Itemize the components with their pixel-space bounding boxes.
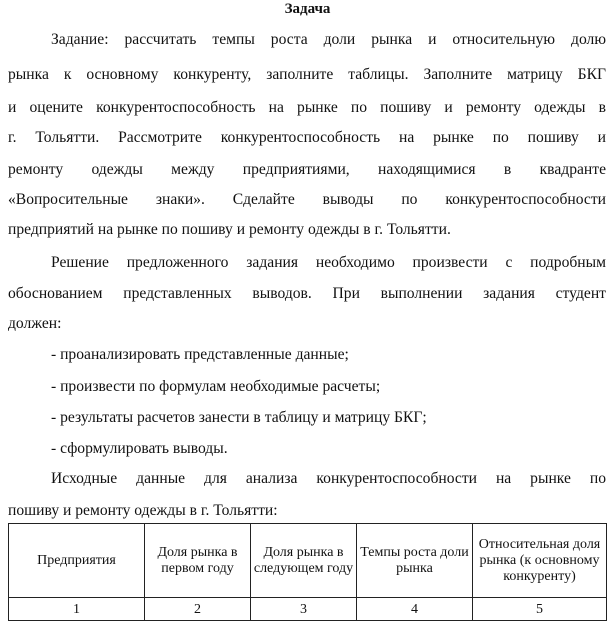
table-cell: 4 <box>357 598 473 621</box>
paragraph-line: г. Тольятти. Рассмотрите конкурентоспособность на рынке по пошиву и <box>8 129 606 146</box>
table-cell: 3 <box>251 598 357 621</box>
paragraph-line: Исходные данные для анализа конкурентоспособности на рынке по <box>51 470 606 487</box>
table-header-cell: Доля рынка в первом году <box>145 524 251 598</box>
paragraph-line: ремонту одежды между предприятиями, находящимися в квадранте <box>8 161 606 178</box>
data-table <box>8 523 607 621</box>
table-header-cell: Темпы роста доли рынка <box>357 524 473 598</box>
paragraph-line: должен: <box>8 315 62 332</box>
table-header-cell: Предприятия <box>9 524 145 598</box>
paragraph-line: пошиву и ремонту одежды в г. Тольятти: <box>8 502 278 519</box>
table-header-cell: Доля рынка в следующем году <box>251 524 357 598</box>
bullet-item: - результаты расчетов занести в таблицу и матрицу БКГ; <box>51 409 427 426</box>
paragraph-line: обоснованием представленных выводов. При выполнении задания студент <box>8 285 606 302</box>
paragraph-line: Решение предложенного задания необходимо произвести с подробным <box>51 254 606 271</box>
table-cell: 5 <box>473 598 607 621</box>
bullet-item: - произвести по формулам необходимые расчеты; <box>51 378 381 395</box>
table-row <box>9 598 607 621</box>
paragraph-line: и оцените конкурентоспособность на рынке по пошиву и ремонту одежды в <box>8 99 606 116</box>
paragraph-line: рынка к основному конкуренту, заполните таблицы. Заполните матрицу БКГ <box>8 66 606 83</box>
table-header-cell: Относительная доля рынка (к основному конкуренту) <box>473 524 607 598</box>
table-header-row <box>9 524 607 598</box>
paragraph-line: Задание: рассчитать темпы роста доли рынка и относительную долю <box>51 31 606 48</box>
paragraph-line: «Вопросительные знаки». Сделайте выводы по конкурентоспособности <box>8 191 606 208</box>
table-cell: 2 <box>145 598 251 621</box>
bullet-item: - проанализировать представленные данные; <box>51 346 349 363</box>
paragraph-line: предприятий на рынке по пошиву и ремонту одежды в г. Тольятти. <box>8 221 451 238</box>
page-title: Задача <box>284 1 331 17</box>
bullet-item: - сформулировать выводы. <box>51 440 228 457</box>
table-cell: 1 <box>9 598 145 621</box>
